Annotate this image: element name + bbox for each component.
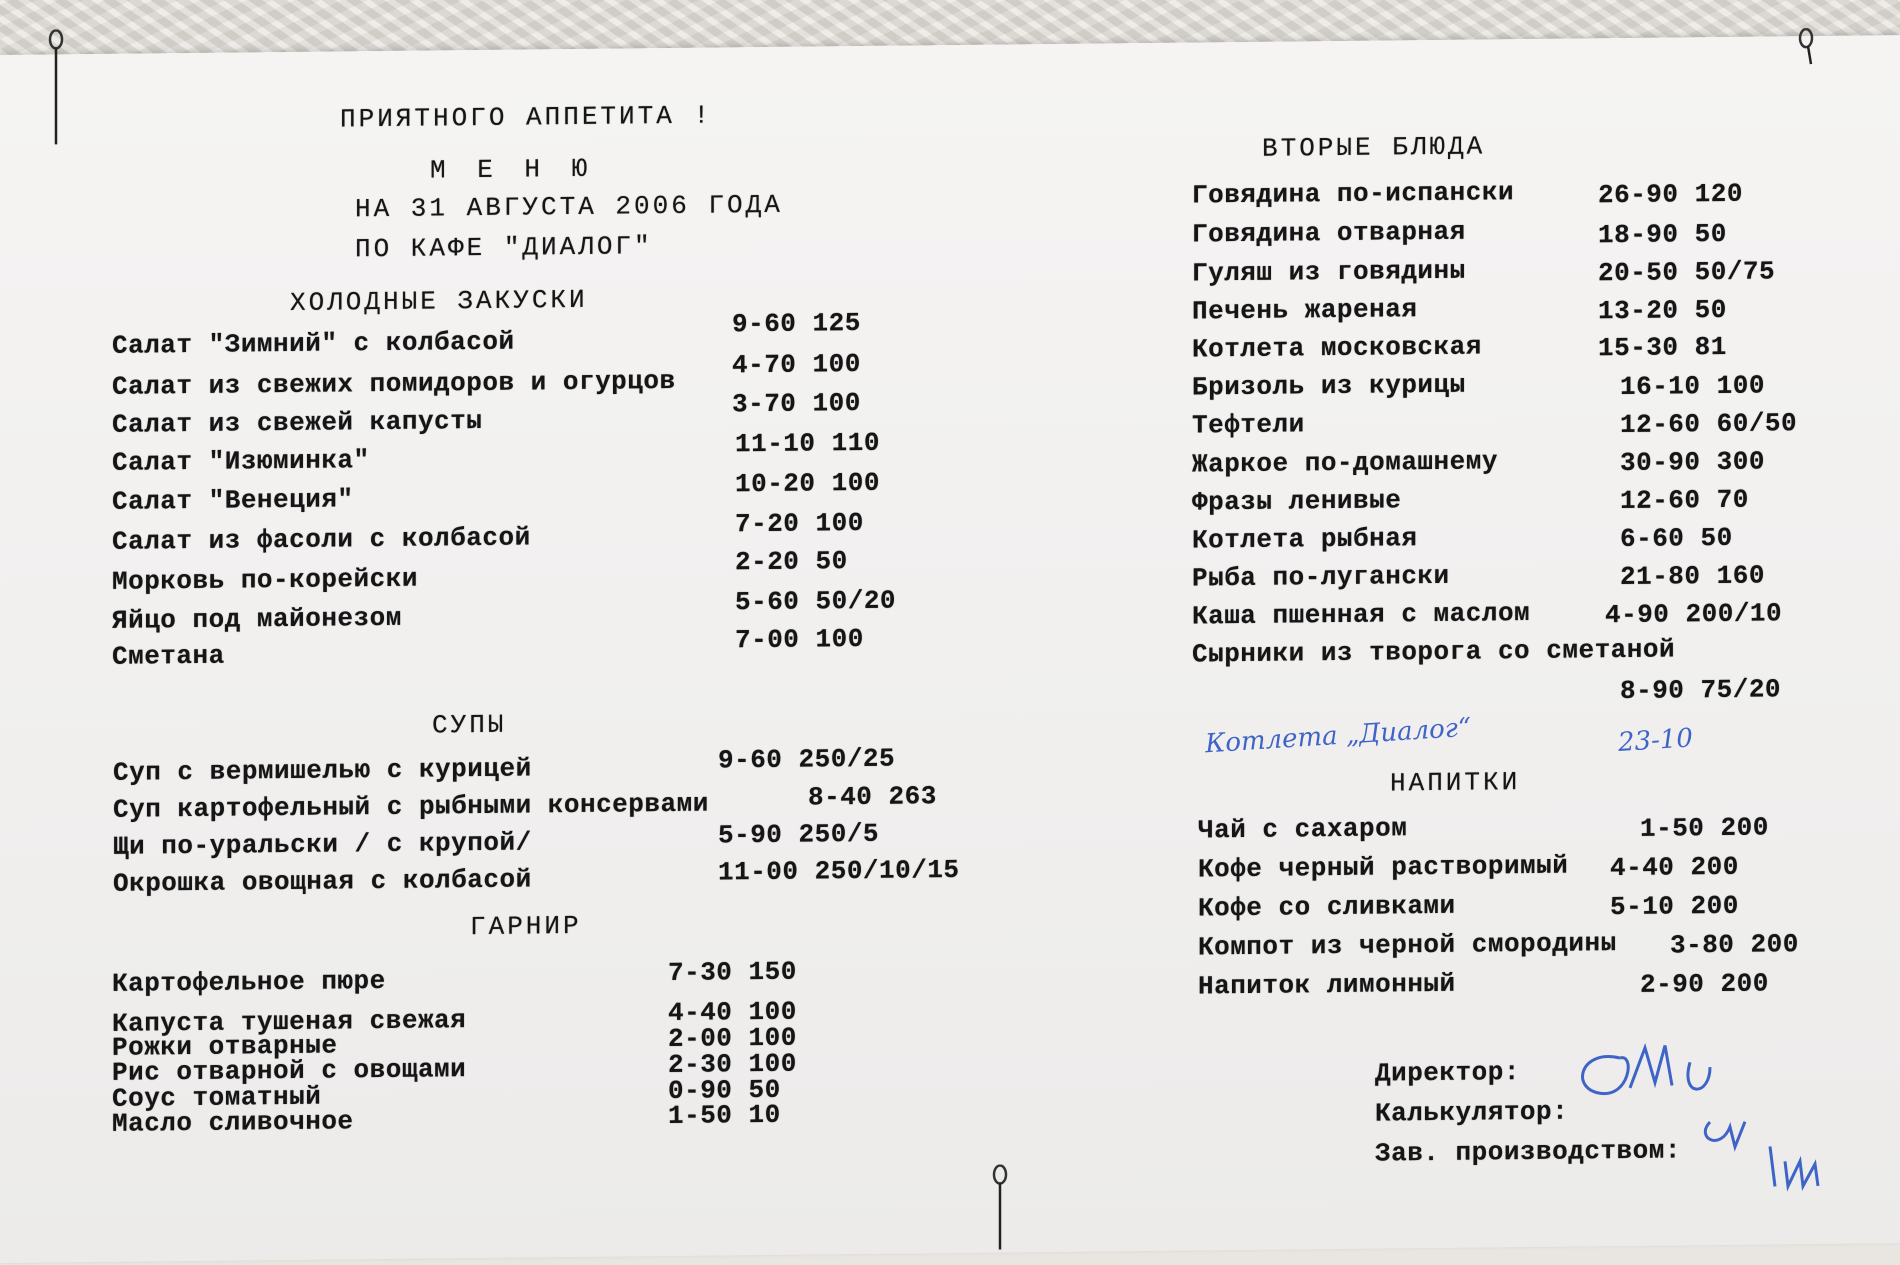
section-title-drinks: НАПИТКИ bbox=[1390, 767, 1521, 799]
item-name: Салат из фасоли с колбасой bbox=[112, 522, 531, 557]
item-name: Каша пшенная с маслом bbox=[1192, 597, 1531, 632]
item-price: 2-20 50 bbox=[735, 546, 848, 578]
item-price: 7-20 100 bbox=[735, 507, 864, 540]
item-name: Суп картофельный с рыбными консервами bbox=[113, 788, 709, 825]
item-name: Салат "Венеция" bbox=[112, 484, 354, 517]
item-price: 21-80 160 bbox=[1620, 560, 1765, 593]
item-price: 10-20 100 bbox=[735, 467, 880, 500]
item-name: Рыба по-лугански bbox=[1192, 560, 1450, 594]
item-name: Фразы ленивые bbox=[1192, 485, 1402, 518]
item-name: Кофе со сливками bbox=[1198, 890, 1456, 924]
item-price: 1-50 10 bbox=[668, 1099, 781, 1132]
item-name: Котлета рыбная bbox=[1192, 523, 1418, 556]
handwritten-item-name: Котлета „Диалог“ bbox=[1204, 712, 1472, 760]
item-price: 3-80 200 bbox=[1670, 929, 1799, 961]
item-name: Тефтели bbox=[1192, 409, 1305, 441]
item-name: Бризоль из курицы bbox=[1192, 369, 1466, 403]
item-name: Окрошка овощная с колбасой bbox=[113, 864, 532, 899]
director-label: Директор: bbox=[1375, 1057, 1520, 1089]
item-name: Щи по-уральски / с крупой/ bbox=[113, 827, 532, 862]
item-price: 9-60 250/25 bbox=[718, 743, 896, 776]
item-name: Капуста тушеная свежая bbox=[112, 1005, 467, 1039]
item-price: 7-00 100 bbox=[735, 623, 864, 656]
item-price: 13-20 50 bbox=[1598, 294, 1727, 327]
item-name: Говядина по-испански bbox=[1192, 177, 1515, 211]
item-name: Говядина отварная bbox=[1192, 216, 1466, 250]
production-label: Зав. производством: bbox=[1375, 1135, 1681, 1169]
item-price: 4-40 200 bbox=[1610, 851, 1739, 884]
handwritten-item-price: 23-10 bbox=[1617, 723, 1694, 758]
item-name: Котлета московская bbox=[1192, 331, 1482, 365]
section-title-cold: ХОЛОДНЫЕ ЗАКУСКИ bbox=[290, 284, 588, 318]
item-price: 6-60 50 bbox=[1620, 522, 1733, 555]
item-price: 11-00 250/10/15 bbox=[718, 854, 960, 888]
item-price: 5-90 250/5 bbox=[718, 818, 880, 851]
signature-icon bbox=[1560, 1026, 1860, 1204]
item-price: 8-40 263 bbox=[808, 781, 937, 813]
item-name: Морковь по-корейски bbox=[112, 563, 418, 597]
item-name: Соус томатный bbox=[112, 1081, 322, 1114]
item-name: Салат из свежих помидоров и огурцов bbox=[112, 365, 676, 402]
item-name: Жаркое по-домашнему bbox=[1192, 446, 1498, 480]
item-name: Напиток лимонный bbox=[1198, 968, 1456, 1002]
item-price: 5-60 50/20 bbox=[735, 585, 897, 618]
item-name: Компот из черной смородины bbox=[1198, 928, 1617, 963]
section-title-soups: СУПЫ bbox=[432, 709, 507, 741]
item-name: Салат "Изюминка" bbox=[112, 445, 370, 478]
item-price: 5-10 200 bbox=[1610, 890, 1739, 923]
item-name: Салат из свежей капусты bbox=[112, 405, 483, 440]
item-name: Гуляш из говядины bbox=[1192, 255, 1466, 289]
item-price: 0-90 50 bbox=[668, 1074, 781, 1107]
item-price: 3-70 100 bbox=[732, 387, 861, 420]
item-price: 4-70 100 bbox=[732, 348, 861, 381]
item-price: 26-90 120 bbox=[1598, 178, 1743, 211]
pin-right-icon bbox=[1796, 28, 1816, 68]
item-price: 11-10 110 bbox=[735, 427, 880, 460]
item-price: 20-50 50/75 bbox=[1598, 256, 1776, 289]
item-price: 2-00 100 bbox=[668, 1022, 797, 1055]
item-name: Сметана bbox=[112, 640, 225, 672]
cafe-line: ПО КАФЕ "ДИАЛОГ" bbox=[355, 231, 653, 265]
item-name: Масло сливочное bbox=[112, 1106, 354, 1139]
section-title-garnish: ГАРНИР bbox=[470, 910, 582, 943]
item-name: Печень жареная bbox=[1192, 294, 1418, 327]
menu-title: М Е Н Ю bbox=[430, 153, 596, 186]
section-title-mains: ВТОРЫЕ БЛЮДА bbox=[1262, 131, 1486, 164]
item-name: Сырники из творога со сметаной bbox=[1192, 634, 1676, 670]
item-name: Картофельное пюре bbox=[112, 965, 386, 999]
menu-sheet bbox=[0, 35, 1900, 1263]
item-price: 2-30 100 bbox=[668, 1048, 797, 1081]
item-price: 30-90 300 bbox=[1620, 446, 1765, 479]
pin-left-icon bbox=[46, 29, 66, 149]
item-name: Кофе черный растворимый bbox=[1198, 850, 1569, 885]
item-price: 12-60 70 bbox=[1620, 484, 1749, 517]
pin-bottom-icon bbox=[990, 1164, 1010, 1254]
date-line: НА 31 АВГУСТА 2006 ГОДА bbox=[355, 189, 783, 225]
item-price: 16-10 100 bbox=[1620, 370, 1765, 403]
item-price: 8-90 75/20 bbox=[1620, 674, 1782, 707]
item-price: 4-40 100 bbox=[668, 996, 797, 1029]
item-price: 2-90 200 bbox=[1640, 968, 1769, 1000]
item-name: Яйцо под майонезом bbox=[112, 602, 402, 636]
item-name: Рис отварной с овощами bbox=[112, 1054, 467, 1088]
item-name: Салат "Зимний" с колбасой bbox=[112, 326, 515, 361]
item-price: 12-60 60/50 bbox=[1620, 408, 1798, 441]
item-price: 18-90 50 bbox=[1598, 218, 1727, 251]
item-name: Рожки отварные bbox=[112, 1030, 338, 1063]
calculator-label: Калькулятор: bbox=[1375, 1096, 1569, 1129]
item-price: 15-30 81 bbox=[1598, 331, 1727, 364]
item-price: 1-50 200 bbox=[1640, 812, 1769, 844]
item-price: 4-90 200/10 bbox=[1605, 598, 1783, 631]
item-name: Суп с вермишелью с курицей bbox=[113, 753, 532, 788]
item-price: 7-30 150 bbox=[668, 956, 797, 989]
greeting-title: ПРИЯТНОГО АППЕТИТА ! bbox=[340, 100, 713, 135]
item-name: Чай с сахаром bbox=[1198, 813, 1408, 846]
item-price: 9-60 125 bbox=[732, 307, 861, 340]
